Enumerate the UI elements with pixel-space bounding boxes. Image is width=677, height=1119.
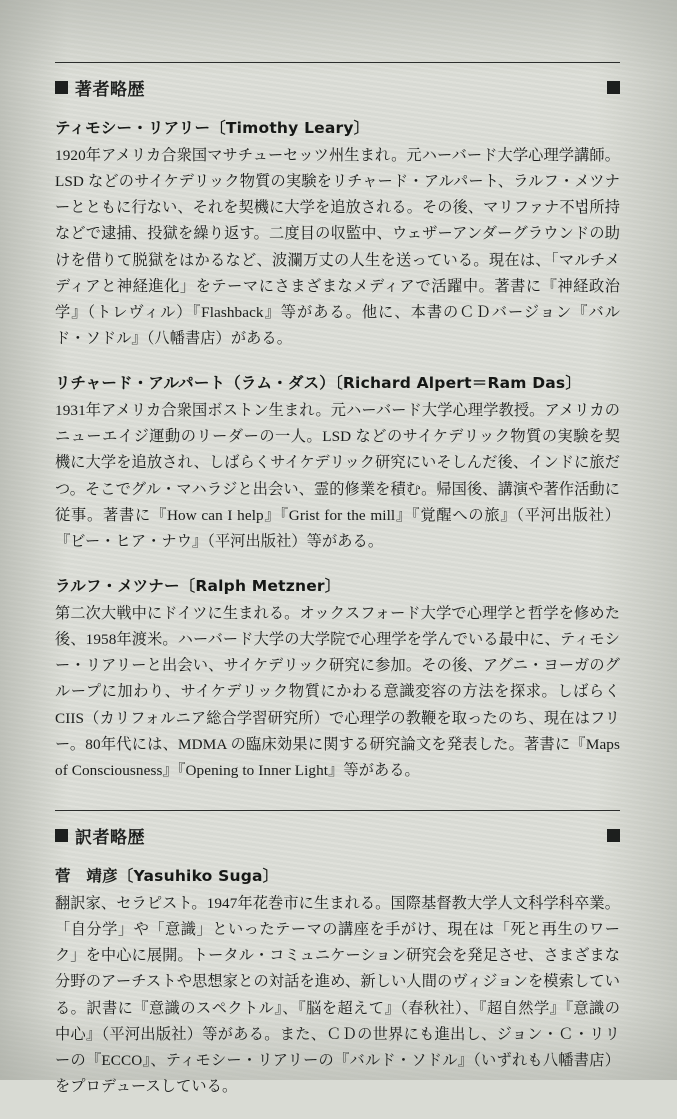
section-title-author xyxy=(55,75,145,100)
section-header-author xyxy=(55,75,620,100)
square-bullet-icon xyxy=(55,81,68,94)
bio-entry xyxy=(55,116,620,352)
bio-body: 第二次大戦中にドイツに生まれる。オックスフォード大学で心理学と哲学を修めた後、1958年渡米。ハーバード大学の大学院で心理学を学んでいる最中に、ティモシー・リアリーと出会い、サイケデリック研究に参加。その後、アグニ・ヨーガのグループに加わり、サイケデリック物質にかわる意識変容の方法を探求。しばらく CIIS（カリフォルニア総合学習研究所）で心理学の教鞭を取ったのち、現在はフリー。80年代には、MDMA の臨床効果に関する研究論文を発表した。著書に『Maps of Consciousness』『Opening to Inner Light』等がある。 xyxy=(55,604,620,779)
bio-body: 1931年アメリカ合衆国ボストン生まれ。元ハーバード大学心理学教授。アメリカのニューエイジ運動のリーダーの一人。LSD などのサイケデリック物質の実験を契機に大学を追放され、しばらくサイケデリック研究にいそしんだ後、インドに旅だつ。そこでグル・マハラジと出会い、霊的修業を積む。帰国後、講演や著作活動に従事。著書に『How can I help』『Grist for the mill』『覚醒への旅』（平河出版社）『ビー・ヒア・ナウ』（平河出版社）等がある。 xyxy=(55,402,620,550)
square-marker-icon xyxy=(607,829,620,842)
section-divider-middle xyxy=(55,810,620,811)
bio-entry xyxy=(55,574,620,784)
bio-name: 菅 靖彦〔Yasuhiko Suga〕 xyxy=(55,866,279,885)
section-header-translator xyxy=(55,823,620,848)
section-heading-text: 著者略歴 xyxy=(75,80,145,100)
bio-name: ティモシー・リアリー〔Timothy Leary〕 xyxy=(55,119,370,137)
square-marker-icon xyxy=(607,81,620,94)
bio-body: 翻訳家、セラピスト。1947年花巻市に生まれる。国際基督教大学人文科学科卒業。「自分学」や「意識」といったテーマの講座を手がけ、現在は「死と再生のワーク」を中心に展開。トータル・コミュニケーション研究会を発足させ、さまざまな分野のアーチストや思想家との対話を進め、新しい人間のヴィジョンを模索している。訳書に『意識のスペクトル』、『脳を超えて』（春秋社）、『超自然学』『意識の中心』（平河出版社）等がある。また、ＣＤの世界にも進出し、ジョン・Ｃ・リリーの『ECCO』、ティモシー・リアリーの『バルド・ソドル』（いずれも八幡書店）をプロデュースしている。 xyxy=(55,894,620,1095)
bio-body: 1920年アメリカ合衆国マサチューセッツ州生まれ。元ハーバード大学心理学講師。LSD などのサイケデリック物質の実験をリチャード・アルパート、ラルフ・メツナーとともに行ない、それを契機に大学を追放される。その後、マリファナ不법所持などで逮捕、投獄を繰り返す。二度目の収監中、ウェザーアンダーグラウンドの助けを借りて脱獄をはかるなど、波瀾万丈の人生を送っている。現在は、「マルチメディアと神経進化」をテーマにさまざまなメディアで活躍中。著書に『神経政治学』（トレヴィル）『Flashback』等がある。他に、本書のＣＤバージョン『バルド・ソドル』（八幡書店）がある。 xyxy=(55,147,620,347)
section-author-bios xyxy=(55,62,620,784)
section-title-translator xyxy=(55,823,145,848)
section-translator-bios xyxy=(55,810,620,1100)
bio-name: リチャード・アルパート（ラム・ダス）〔Richard Alpert＝Ram Das〕 xyxy=(55,374,582,393)
section-divider-top xyxy=(55,62,620,63)
bio-name: ラルフ・メツナー〔Ralph Metzner〕 xyxy=(55,576,341,595)
bio-entry xyxy=(55,371,620,555)
bio-entry xyxy=(55,864,620,1100)
section-heading-text: 訳者略歴 xyxy=(75,827,145,848)
square-bullet-icon xyxy=(55,829,68,842)
page-content xyxy=(55,62,620,1119)
